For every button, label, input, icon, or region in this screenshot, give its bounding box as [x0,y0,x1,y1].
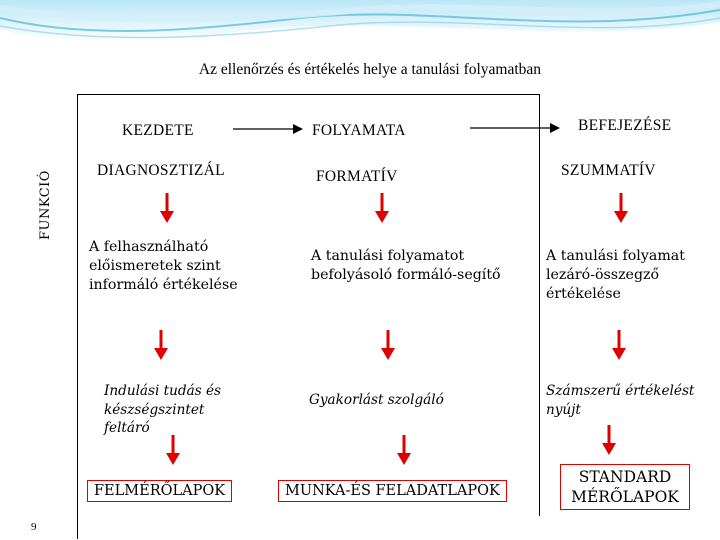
left-rule [77,94,78,539]
function-end: A tanulási folyamat lezáró-összegző értékelése [546,248,685,302]
right-rule [539,94,540,516]
down-arrow-icon [374,193,390,223]
down-arrow-icon [601,425,617,455]
side-label-funkcio: FUNKCIÓ [38,170,53,240]
phase-start: KEZDETE [122,122,194,139]
down-arrow-icon [613,193,629,223]
down-arrow-icon [165,435,181,465]
purpose-start: Indulási tudás és készségszintet feltáró [104,383,222,436]
phase-process: FOLYAMATA [312,122,406,139]
header-wave-banner [0,0,720,60]
down-arrow-icon [380,330,396,360]
type-diagnostic: DIAGNOSZTIZÁL [97,162,225,179]
type-formative: FORMATÍV [316,168,398,185]
page-number: 9 [31,521,37,533]
tool-start-box: FELMÉRŐLAPOK [87,480,232,502]
down-arrow-icon [611,330,627,360]
down-arrow-icon [153,330,169,360]
page-title: Az ellenőrzés és értékelés helye a tanulási folyamatban [198,61,542,78]
phase-end: BEFEJEZÉSE [578,117,672,134]
down-arrow-icon [159,193,175,223]
type-summative: SZUMMATÍV [561,162,656,179]
purpose-process: Gyakorlást szolgáló [309,392,444,408]
arrow-right-icon [470,121,560,135]
function-start: A felhasználható előismeretek szint informáló értékelése [89,239,238,293]
down-arrow-icon [396,435,412,465]
tool-end-box: STANDARD MÉRŐLAPOK [560,464,690,510]
tool-process-box: MUNKA-ÉS FELADATLAPOK [278,480,507,502]
function-process: A tanulási folyamatot befolyásoló formáló-segítő [311,248,501,283]
arrow-right-icon [233,122,303,136]
top-rule [77,94,539,95]
purpose-end: Számszerű értékelést nyújt [546,383,695,418]
